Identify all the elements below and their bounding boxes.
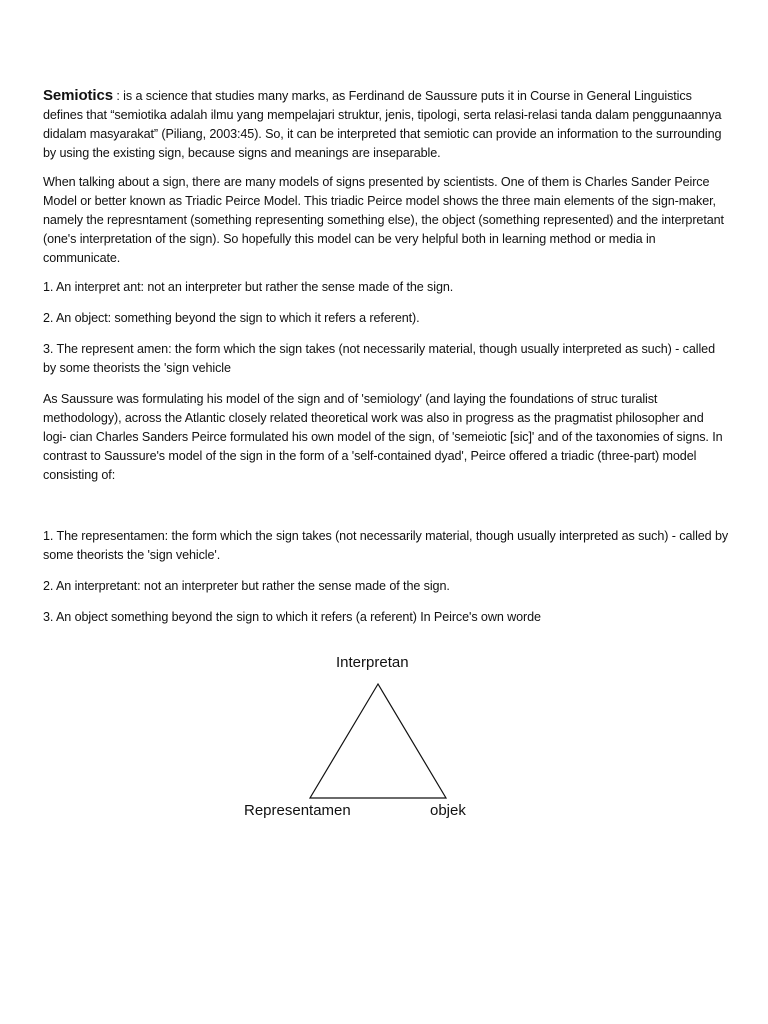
intro-text: : is a science that studies many marks, as Ferdinand de Saussure puts it in Course in General Linguistics defines that “semiotika adalah ilmu yang mempelajari struktur, jenis, tipologi, serta relasi-relasi tanda dalam penggunaannya didalam masyarakat” (Piliang, 2003:45). So, it can be interpreted that semiotic can provide an information to the surrounding by using the existing sign, because signs and meanings are inseparable.: [43, 89, 722, 160]
list-one-item-interpretant: 1. An interpret ant: not an interpreter but rather the sense made of the sign.: [43, 280, 454, 294]
diagram-label-representamen: Representamen: [244, 802, 351, 819]
diagram-label-object: objek: [430, 802, 466, 819]
diagram-label-interpretant: Interpretan: [336, 654, 409, 671]
list-two-item-interpretant: 2. An interpretant: not an interpreter but rather the sense made of the sign.: [43, 579, 450, 593]
spacer: [43, 495, 729, 527]
list-one-item-representamen: 3. The represent amen: the form which the sign takes (not necessarily material, though usually interpreted as such) - called by some theorists the 'sign vehicle: [43, 342, 715, 375]
saussure-paragraph: As Saussure was formulating his model of the sign and of 'semiology' (and laying the foundations of struc turalist methodology), across the Atlantic closely related theoretical work was also in progress as the pragmatist philosopher and logi- cian Charles Sanders Peirce formulated his own model of the sign, of 'semeiotic [sic]' and of the taxonomies of signs. In contrast to Saussure's model of the sign in the form of a 'self-contained dyad', Peirce offered a triadic (three-part) model consisting of:: [43, 392, 723, 482]
list-two-item-object: 3. An object something beyond the sign to which it refers (a referent) In Peirce's own worde: [43, 610, 541, 624]
intro-paragraph: [43, 86, 729, 163]
semiotics-term: Semiotics: [43, 87, 113, 104]
models-paragraph: When talking about a sign, there are many models of signs presented by scientists. One of them is Charles Sander Peirce Model or better known as Triadic Peirce Model. This triadic Peirce model shows the three main elements of the sign-maker, namely the represntament (something representing something else), the object (something represented) and the interpretant (one's interpretation of the sign). So hopefully this model can be very helpful both in learning method or media in communicate.: [43, 175, 724, 265]
triadic-sign-diagram: [240, 650, 480, 830]
document-body: [43, 86, 729, 639]
triangle-shape: [310, 684, 446, 798]
list-one-item-object: 2. An object: something beyond the sign to which it refers a referent).: [43, 311, 420, 325]
list-two-item-representamen: 1. The representamen: the form which the sign takes (not necessarily material, though usually interpreted as such) - called by some theorists the 'sign vehicle'.: [43, 529, 729, 562]
